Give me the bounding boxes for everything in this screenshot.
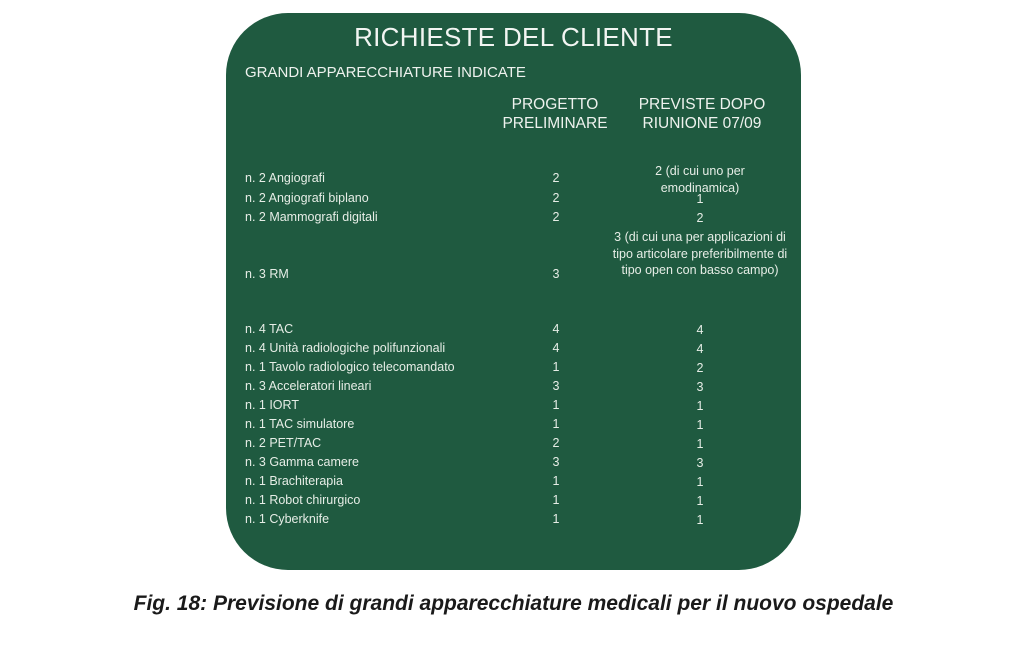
equipment-name: n. 4 TAC [245, 322, 294, 336]
figure-caption: Fig. 18: Previsione di grandi apparecchiature medicali per il nuovo ospedale [133, 592, 894, 615]
column-header-preliminare: PROGETTO PRELIMINARE [502, 96, 608, 132]
equipment-name: n. 3 RM [245, 267, 289, 281]
equipment-name: n. 1 Cyberknife [245, 512, 330, 526]
value-previste: 1 [696, 418, 704, 432]
panel-subtitle: GRANDI APPARECCHIATURE INDICATE [245, 64, 526, 81]
value-preliminare: 2 [552, 210, 560, 224]
value-previste: 2 [696, 361, 704, 375]
equipment-name: n. 1 Robot chirurgico [245, 493, 361, 507]
equipment-name: n. 2 PET/TAC [245, 436, 322, 450]
equipment-name: n. 4 Unità radiologiche polifunzionali [245, 341, 446, 355]
value-previste: 3 [696, 456, 704, 470]
value-previste: 2 [696, 211, 704, 225]
equipment-name: n. 1 Brachiterapia [245, 474, 343, 488]
value-preliminare: 1 [552, 398, 560, 412]
value-preliminare: 1 [552, 417, 560, 431]
requirements-panel [226, 13, 801, 570]
value-previste: 3 [696, 380, 704, 394]
value-preliminare: 2 [552, 191, 560, 205]
value-preliminare: 1 [552, 474, 560, 488]
value-previste: 1 [696, 437, 704, 451]
equipment-name: n. 2 Angiografi biplano [245, 191, 369, 205]
value-preliminare: 3 [552, 379, 560, 393]
equipment-name: n. 2 Mammografi digitali [245, 210, 378, 224]
equipment-table [226, 13, 801, 570]
value-preliminare: 4 [552, 322, 560, 336]
value-preliminare: 1 [552, 493, 560, 507]
value-previste: 2 (di cui uno per emodinamica) [655, 164, 745, 195]
equipment-name: n. 1 IORT [245, 398, 299, 412]
value-preliminare: 1 [552, 512, 560, 526]
value-previste: 1 [696, 475, 704, 489]
value-previste: 4 [696, 323, 704, 337]
value-preliminare: 2 [552, 436, 560, 450]
value-preliminare: 1 [552, 360, 560, 374]
value-previste: 1 [696, 513, 704, 527]
value-preliminare: 4 [552, 341, 560, 355]
value-previste: 3 (di cui una per applicazioni di tipo articolare preferibilmente di tipo open con basso campo) [612, 230, 788, 277]
value-preliminare: 3 [552, 455, 560, 469]
value-preliminare: 2 [552, 171, 560, 185]
value-previste: 1 [696, 399, 704, 413]
value-previste: 1 [696, 192, 704, 206]
column-header-previste: PREVISTE DOPO RIUNIONE 07/09 [638, 96, 766, 132]
value-previste: 4 [696, 342, 704, 356]
value-preliminare: 3 [552, 267, 560, 281]
equipment-name: n. 3 Gamma camere [245, 455, 359, 469]
panel-title: RICHIESTE DEL CLIENTE [354, 22, 673, 52]
equipment-name: n. 1 TAC simulatore [245, 417, 355, 431]
value-previste: 1 [696, 494, 704, 508]
equipment-name: n. 3 Acceleratori lineari [245, 379, 372, 393]
equipment-name: n. 1 Tavolo radiologico telecomandato [245, 360, 455, 374]
equipment-name: n. 2 Angiografi [245, 171, 325, 185]
